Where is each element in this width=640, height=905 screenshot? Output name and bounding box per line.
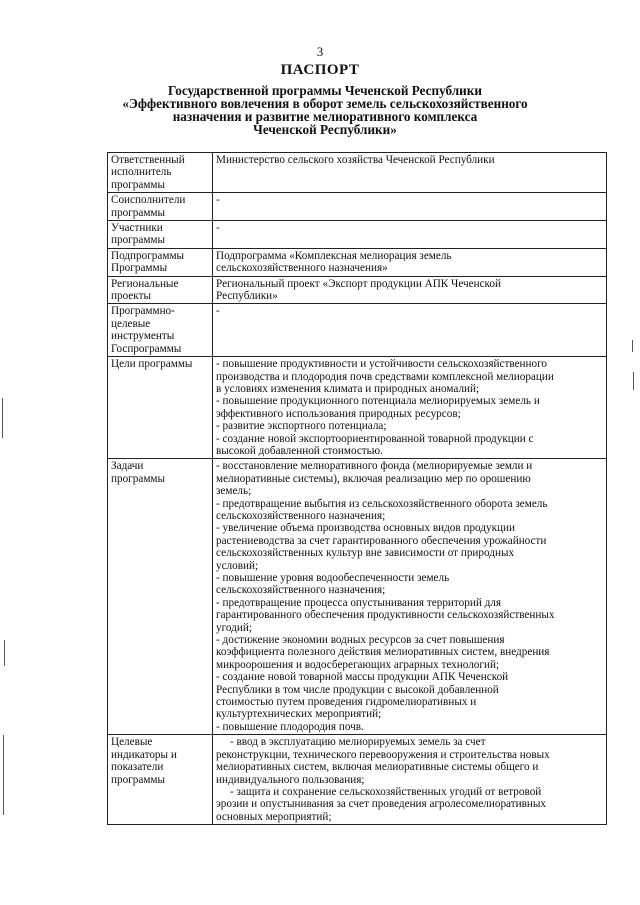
row-label-line: программы [111, 234, 165, 247]
row-value-line: производства и плодородия почв средствами комплексной мелиорации [216, 370, 554, 383]
row-value-line: сельскохозяйственного назначения; [216, 584, 386, 597]
row-label [108, 304, 213, 357]
row-value-line: - [216, 194, 220, 207]
row-value-line: индивидуального пользования; [216, 773, 365, 786]
row-value-line: - повышение уровня водообеспеченности земель [216, 572, 450, 584]
passport-row [108, 193, 607, 221]
passport-table-body [108, 153, 607, 825]
row-value-line: сельскохозяйственных культур вне зависимости от природных [216, 547, 515, 560]
row-label-line: Задачи [111, 460, 144, 473]
row-value-line: Республики» [216, 290, 278, 303]
row-value-line: - ввод в эксплуатацию мелиорируемых земель за счет [230, 736, 486, 749]
row-value-line: коэффициента полезного действия мелиоративных систем, внедрения [216, 646, 550, 659]
row-value-line: - развитие экспортного потенциала; [216, 420, 387, 433]
scan-artifact [3, 735, 4, 815]
row-label [108, 248, 213, 276]
row-value-line: - предотвращение процесса опустынивания территорий для [216, 596, 502, 609]
passport-row [108, 248, 607, 276]
row-value-line: земель; [216, 485, 252, 498]
row-value-line: растениеводства за счет гарантированного обеспечения урожайности [216, 534, 547, 547]
row-value-line: - [216, 222, 220, 235]
row-value-line: сельскохозяйственного назначения; [216, 509, 386, 522]
row-label-line: Подпрограммы [111, 249, 185, 262]
row-label [108, 276, 213, 304]
row-value-line: мелиоративных систем, включая мелиоративные системы общего и [216, 761, 539, 774]
passport-row [108, 276, 607, 304]
row-value-line: в условиях изменения климата и природных аномалий; [216, 382, 480, 395]
row-label-line: Региональные [111, 277, 179, 290]
row-label-line: Соисполнители [111, 194, 186, 207]
row-value-line: эффективного использования природных ресурсов; [216, 407, 461, 420]
row-value-line: - достижение экономии водных ресурсов за счет повышения [216, 634, 505, 647]
row-label-line: Программы [111, 262, 168, 275]
row-value-line: Подпрограмма «Комплексная мелиорация земель [216, 249, 452, 262]
passport-row [108, 459, 607, 735]
scan-artifact [633, 372, 634, 390]
row-value-line: основных мероприятий; [216, 810, 332, 823]
page-number: 3 [316, 44, 324, 59]
row-value-line: угодий; [216, 621, 252, 634]
row-label [108, 221, 213, 249]
row-value-line: гарантированного обеспечения продуктивности сельскохозяйственных [216, 609, 555, 622]
row-label-line: инструменты [111, 330, 175, 343]
document-title: ПАСПОРТ [280, 62, 360, 78]
row-value [213, 357, 607, 459]
row-value-line: реконструкции, технического перевооружения и строительства новых [216, 748, 550, 761]
row-value [213, 221, 607, 249]
row-label-line: программы [111, 178, 165, 191]
row-value-line: - восстановление мелиоративного фонда (мелиорируемые земли и [216, 460, 533, 473]
subtitle-line: назначения и развитие мелиоративного комплекса [172, 109, 478, 124]
subtitle-line: «Эффективного вовлечения в оборот земель сельскохозяйственного [122, 96, 528, 111]
row-value [213, 193, 607, 221]
row-value [213, 735, 607, 825]
row-value [213, 304, 607, 357]
row-label [108, 357, 213, 459]
row-label-line: Программно- [111, 305, 175, 318]
row-value [213, 248, 607, 276]
row-value-line: эрозии и опустынивания за счет проведения агролесомелиоративных [216, 798, 546, 811]
row-value-line: - увеличение объема производства основных видов продукции [216, 522, 515, 535]
row-label-line: проекты [111, 290, 151, 303]
row-label-line: целевые [111, 317, 151, 330]
subtitle-line: Чеченской Республики» [253, 122, 397, 137]
scan-artifact [4, 640, 5, 666]
row-value-line: - повышение продукционного потенциала мелиорируемых земель и [216, 395, 540, 408]
row-value-line: Республики в том числе продукции с высокой добавленной [216, 683, 499, 696]
row-label [108, 735, 213, 825]
row-label-line: исполнитель [111, 166, 172, 179]
row-label-line: Ответственный [111, 154, 185, 166]
passport-row [108, 304, 607, 357]
row-label-line: программы [111, 206, 165, 219]
row-value-line: сельскохозяйственного назначения» [216, 262, 388, 275]
row-value-line: - повышение плодородия почв. [216, 720, 364, 733]
row-value-line: мелиоративные системы), включая реализацию мер по орошению [216, 472, 531, 485]
row-label [108, 153, 213, 193]
subtitle-line: Государственной программы Чеченской Республики [168, 83, 482, 98]
row-value-line: культуртехнических мероприятий; [216, 708, 382, 721]
row-label-line: Участники [111, 222, 163, 235]
passport-row [108, 221, 607, 249]
row-label [108, 459, 213, 735]
row-label-line: программы [111, 472, 165, 485]
row-label [108, 193, 213, 221]
row-value-line: микроорошения и водосберегающих аграрных технологий; [216, 658, 500, 671]
row-value-line: Министерство сельского хозяйства Чеченской Республики [216, 154, 495, 166]
row-value [213, 153, 607, 193]
document-subtitle [100, 84, 550, 136]
row-value-line: - предотвращение выбытия из сельскохозяйственного оборота земель [216, 497, 548, 510]
row-value-line: - защита и сохранение сельскохозяйственных угодий от ветровой [230, 785, 542, 798]
passport-row [108, 153, 607, 193]
row-label-line: Госпрограммы [111, 342, 182, 355]
row-label-line: Цели программы [111, 358, 193, 371]
row-value-line: - создание новой товарной массы продукции АПК Чеченской [216, 671, 509, 684]
scan-artifact [2, 398, 3, 438]
row-value-line: - повышение продуктивности и устойчивости сельскохозяйственного [216, 358, 548, 371]
row-value-line: условий; [216, 559, 259, 572]
row-value-line: высокой добавленной стоимостью. [216, 444, 383, 457]
row-label-line: Целевые [111, 736, 153, 749]
row-value [213, 459, 607, 735]
passport-table [107, 152, 607, 825]
passport-row [108, 357, 607, 459]
row-label-line: индикаторы и [111, 748, 177, 761]
row-value-line: - создание новой экспортоориентированной товарной продукции с [216, 432, 534, 445]
row-value-line: - [216, 305, 220, 318]
row-label-line: показатели [111, 761, 164, 774]
row-value-line: стоимостью путем проведения гидромелиоративных и [216, 696, 477, 709]
row-value [213, 276, 607, 304]
row-label-line: программы [111, 773, 165, 786]
passport-row [108, 735, 607, 825]
scan-artifact [632, 340, 633, 352]
row-value-line: Региональный проект «Экспорт продукции АПК Чеченской [216, 277, 501, 290]
